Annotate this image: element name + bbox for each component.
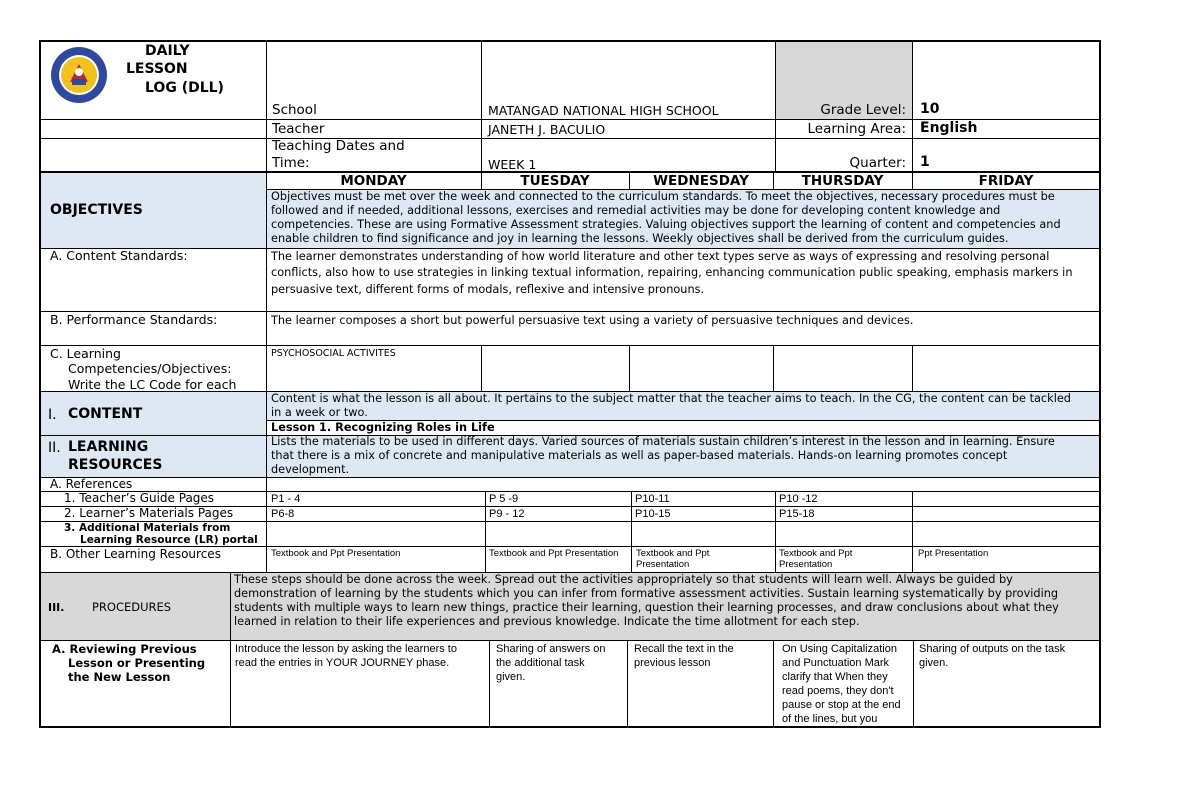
lm-wednesday: P10-15 — [635, 508, 671, 520]
other-resources-label: B. Other Learning Resources — [50, 547, 221, 561]
dates-value: WEEK 1 — [488, 157, 537, 172]
tg-thursday: P10 -12 — [779, 493, 818, 505]
competencies-label-2: Competencies/Objectives: — [68, 361, 232, 376]
school-label: School — [272, 102, 317, 118]
procedures-label-num: III. — [48, 601, 65, 614]
tg-wednesday: P10-11 — [635, 493, 670, 505]
performance-standards-text: The learner composes a short but powerful persuasive text using a variety of persuasive techniques and devices. — [271, 314, 914, 327]
additional-materials-label-2: Learning Resource (LR) portal — [80, 534, 258, 546]
title-line-2: LESSON — [126, 61, 188, 77]
day-header-wednesday: WEDNESDAY — [653, 173, 749, 189]
title-line-1: DAILY — [145, 43, 190, 59]
school-value: MATANGAD NATIONAL HIGH SCHOOL — [488, 103, 719, 118]
resources-label-1: LEARNING — [68, 439, 149, 455]
content-standards-label: A. Content Standards: — [50, 248, 188, 263]
day-header-monday: MONDAY — [340, 173, 407, 189]
title-line-3: LOG (DLL) — [145, 80, 224, 96]
resources-label-2: RESOURCES — [68, 457, 163, 473]
teachers-guide-label: 1. Teacher’s Guide Pages — [64, 491, 215, 505]
review-label-2: Lesson or Presenting — [68, 656, 206, 670]
procedures-label: PROCEDURES — [92, 600, 172, 614]
review-label-1: A. Reviewing Previous — [52, 642, 197, 656]
competencies-label-1: C. Learning — [50, 346, 121, 361]
teacher-label: Teacher — [272, 121, 325, 137]
deped-seal-icon — [50, 46, 108, 104]
learners-materials-label: 2. Learner’s Materials Pages — [64, 506, 234, 520]
quarter-label: Quarter: — [849, 155, 906, 171]
lm-monday: P6-8 — [271, 508, 295, 520]
lm-tuesday: P9 - 12 — [489, 508, 525, 520]
lesson-title: Lesson 1. Recognizing Roles in Life — [271, 421, 495, 434]
resources-label-num: II. — [48, 440, 61, 456]
review-label-3: the New Lesson — [68, 670, 171, 684]
additional-materials-label-1: 3. Additional Materials from — [64, 522, 231, 534]
learning-area-value: English — [920, 120, 978, 136]
learning-area-label: Learning Area: — [807, 121, 906, 137]
tg-monday: P1 - 4 — [271, 493, 301, 505]
objectives-label: OBJECTIVES — [50, 202, 143, 218]
grade-level-value: 10 — [920, 101, 940, 117]
dates-label-1: Teaching Dates and — [272, 138, 405, 154]
day-header-tuesday: TUESDAY — [520, 173, 590, 189]
grade-level-label: Grade Level: — [820, 102, 906, 118]
day-header-friday: FRIDAY — [978, 173, 1034, 189]
lm-thursday: P15-18 — [779, 508, 815, 520]
competencies-label-3: Write the LC Code for each — [68, 377, 237, 392]
content-label-num: I. — [48, 407, 57, 423]
teacher-value: JANETH J. BACULIO — [488, 122, 606, 137]
tg-tuesday: P 5 -9 — [489, 493, 519, 505]
performance-standards-label: B. Performance Standards: — [50, 312, 218, 327]
content-label: CONTENT — [68, 406, 143, 422]
references-label: A. References — [50, 477, 133, 491]
deped-seal-logo — [50, 46, 108, 104]
dates-label-2: Time: — [272, 155, 310, 171]
day-header-thursday: THURSDAY — [801, 173, 884, 189]
quarter-value: 1 — [920, 154, 930, 170]
competencies-monday: PSYCHOSOCIAL ACTIVITES — [271, 348, 396, 359]
